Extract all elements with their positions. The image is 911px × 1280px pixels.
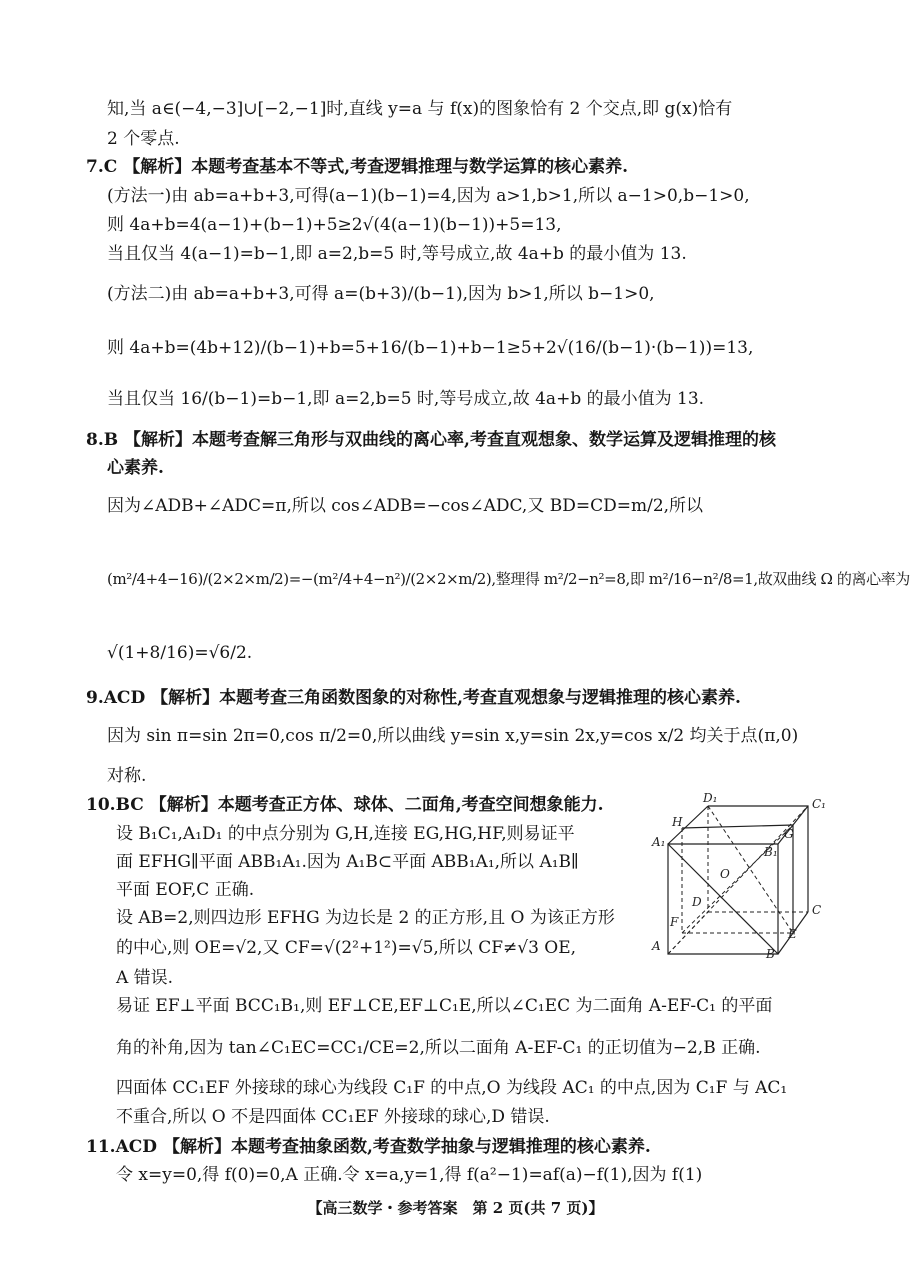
label-A: A: [652, 939, 661, 953]
label-B1: B₁: [764, 845, 778, 859]
label-G: G: [784, 827, 794, 841]
question-8-heading: 8.B 【解析】本题考查解三角形与双曲线的离心率,考查直观想象、数学运算及逻辑推理的核: [86, 430, 776, 450]
label-D1: D₁: [703, 791, 718, 805]
text-line: 角的补角,因为 tan∠C₁EC=CC₁/CE=2,所以二面角 A-EF-C₁ 的正切值为−2,B 正确.: [116, 1038, 761, 1058]
label-O: O: [720, 867, 730, 881]
text-line: 四面体 CC₁EF 外接球的球心为线段 C₁F 的中点,O 为线段 AC₁ 的中点,因为 C₁F 与 AC₁: [116, 1078, 788, 1098]
label-A1: A₁: [652, 835, 666, 849]
text-line: 则 4a+b=(4b+12)/(b−1)+b=5+16/(b−1)+b−1≥5+2√(16/(b−1)·(b−1))=13,: [107, 338, 754, 358]
text-line: 知,当 a∈(−4,−3]∪[−2,−1]时,直线 y=a 与 f(x)的图象恰有 2 个交点,即 g(x)恰有: [107, 99, 733, 119]
text-line: 面 EFHG∥平面 ABB₁A₁.因为 A₁B⊂平面 ABB₁A₁,所以 A₁B∥: [116, 852, 579, 872]
text-line: 心素养.: [107, 458, 164, 478]
text-line: 易证 EF⊥平面 BCC₁B₁,则 EF⊥CE,EF⊥C₁E,所以∠C₁EC 为二面角 A-EF-C₁ 的平面: [116, 996, 773, 1016]
label-C1: C₁: [812, 797, 826, 811]
label-D: D: [692, 895, 702, 909]
label-B: B: [766, 947, 775, 960]
question-11-heading: 11.ACD 【解析】本题考查抽象函数,考查数学抽象与逻辑推理的核心素养.: [86, 1137, 651, 1157]
text-line: A 错误.: [116, 968, 174, 988]
question-10-heading: 10.BC 【解析】本题考查正方体、球体、二面角,考查空间想象能力.: [86, 795, 604, 815]
text-line: 2 个零点.: [107, 129, 180, 149]
text-line: 因为∠ADB+∠ADC=π,所以 cos∠ADB=−cos∠ADC,又 BD=CD=m/2,所以: [107, 496, 704, 516]
text-line: (方法二)由 ab=a+b+3,可得 a=(b+3)/(b−1),因为 b>1,所以 b−1>0,: [107, 284, 655, 304]
text-line: 当且仅当 16/(b−1)=b−1,即 a=2,b=5 时,等号成立,故 4a+b 的最小值为 13.: [107, 389, 705, 409]
text-line: 当且仅当 4(a−1)=b−1,即 a=2,b=5 时,等号成立,故 4a+b 的最小值为 13.: [107, 244, 687, 264]
label-C: C: [812, 903, 822, 917]
label-H: H: [672, 815, 683, 829]
text-line: 令 x=y=0,得 f(0)=0,A 正确.令 x=a,y=1,得 f(a²−1)=af(a)−f(1),因为 f(1): [116, 1165, 703, 1185]
text-line: 的中心,则 OE=√2,又 CF=√(2²+1²)=√5,所以 CF≠√3 OE,: [116, 938, 577, 958]
text-line: (方法一)由 ab=a+b+3,可得(a−1)(b−1)=4,因为 a>1,b>1,所以 a−1>0,b−1>0,: [107, 186, 750, 206]
label-F: F: [670, 915, 679, 929]
text-line: 因为 sin π=sin 2π=0,cos π/2=0,所以曲线 y=sin x,y=sin 2x,y=cos x/2 均关于点(π,0): [107, 726, 799, 746]
page-footer: 【高三数学・参考答案 第 2 页(共 7 页)】: [307, 1199, 604, 1217]
label-E: E: [788, 927, 797, 941]
question-7-heading: 7.C 【解析】本题考查基本不等式,考查逻辑推理与数学运算的核心素养.: [86, 157, 629, 177]
text-line: 对称.: [107, 766, 147, 786]
question-9-heading: 9.ACD 【解析】本题考查三角函数图象的对称性,考查直观想象与逻辑推理的核心素养.: [86, 688, 741, 708]
text-line: √(1+8/16)=√6/2.: [107, 643, 253, 663]
text-line: 设 AB=2,则四边形 EFHG 为边长是 2 的正方形,且 O 为该正方形: [116, 908, 615, 928]
text-line: 平面 EOF,C 正确.: [116, 880, 255, 900]
text-line: (m²/4+4−16)/(2×2×m/2)=−(m²/4+4−n²)/(2×2×m/2),整理得 m²/2−n²=8,即 m²/16−n²/8=1,故双曲线 Ω 的离心率为: [107, 570, 910, 588]
text-line: 设 B₁C₁,A₁D₁ 的中点分别为 G,H,连接 EG,HG,HF,则易证平: [116, 824, 575, 844]
text-line: 不重合,所以 O 不是四面体 CC₁EF 外接球的球心,D 错误.: [116, 1107, 550, 1127]
text-line: 则 4a+b=4(a−1)+(b−1)+5≥2√(4(a−1)(b−1))+5=13,: [107, 215, 562, 235]
cube-figure: [648, 788, 838, 960]
